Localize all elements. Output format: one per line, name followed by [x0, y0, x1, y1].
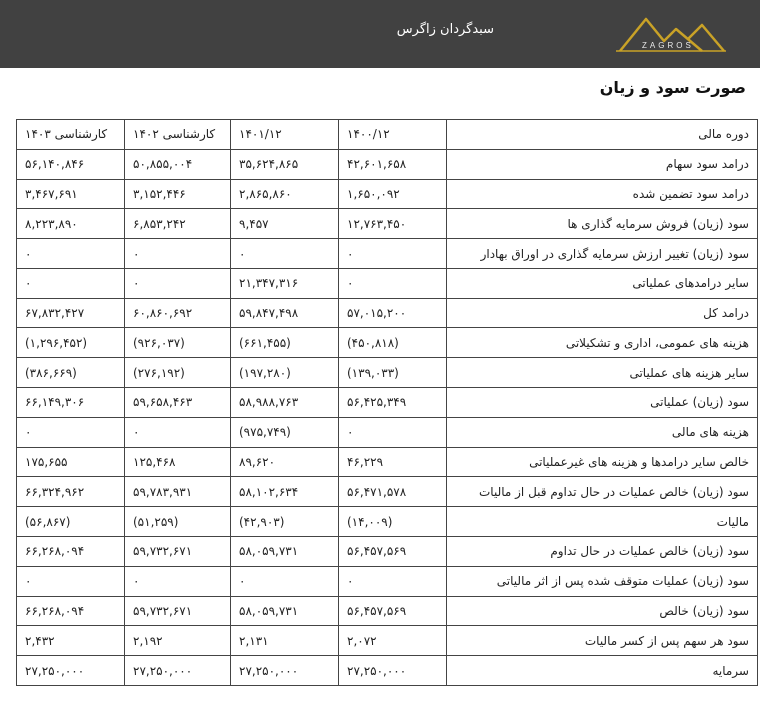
row-value: (۳۸۶,۶۶۹): [17, 358, 125, 388]
row-value: ۰: [125, 566, 231, 596]
row-label: سایر درامدهای عملیاتی: [447, 268, 758, 298]
row-value: (۱۴,۰۰۹): [339, 507, 447, 537]
row-value: ۰: [125, 268, 231, 298]
row-value: ۲,۸۶۵,۸۶۰: [231, 179, 339, 209]
logo-text: ZAGROS: [642, 41, 694, 50]
table-row: [17, 417, 758, 447]
row-value: ۵۰,۸۵۵,۰۰۴: [125, 149, 231, 179]
mountain-logo-icon: [612, 11, 728, 57]
row-value: (۱۳۹,۰۳۳): [339, 358, 447, 388]
site-header: [0, 0, 760, 68]
income-statement-table: [16, 119, 758, 686]
row-value: (۱۹۷,۲۸۰): [231, 358, 339, 388]
row-value: ۵۸,۱۰۲,۶۳۴: [231, 477, 339, 507]
row-value: ۰: [17, 417, 125, 447]
row-value: (۲۷۶,۱۹۲): [125, 358, 231, 388]
row-value: ۱,۶۵۰,۰۹۲: [339, 179, 447, 209]
row-value: ۲,۰۷۲: [339, 626, 447, 656]
row-label: سود (زیان) خالص عملیات در حال تداوم قبل از مالیات: [447, 477, 758, 507]
column-header: کارشناسی ۱۴۰۳: [17, 120, 125, 150]
table-row: [17, 507, 758, 537]
row-value: ۰: [339, 417, 447, 447]
page-title: صورت سود و زیان: [599, 78, 746, 97]
row-value: ۱۲۵,۴۶۸: [125, 447, 231, 477]
zagros-logo[interactable]: [612, 11, 728, 57]
column-header-period: دوره مالی: [447, 120, 758, 150]
row-value: ۵۹,۷۳۲,۶۷۱: [125, 596, 231, 626]
row-value: ۶,۸۵۳,۲۴۲: [125, 209, 231, 239]
row-value: ۲۱,۳۴۷,۳۱۶: [231, 268, 339, 298]
row-value: ۰: [339, 268, 447, 298]
row-label: سود (زیان) خالص عملیات در حال تداوم: [447, 536, 758, 566]
table-row: [17, 656, 758, 686]
row-value: ۲۷,۲۵۰,۰۰۰: [125, 656, 231, 686]
row-value: ۲,۱۹۲: [125, 626, 231, 656]
row-value: ۵۷,۰۱۵,۲۰۰: [339, 298, 447, 328]
table-row: [17, 447, 758, 477]
row-value: ۶۶,۲۶۸,۰۹۴: [17, 596, 125, 626]
column-header: ۱۴۰۰/۱۲: [339, 120, 447, 150]
row-value: ۲۷,۲۵۰,۰۰۰: [17, 656, 125, 686]
row-value: (۴۵۰,۸۱۸): [339, 328, 447, 358]
row-value: ۵۸,۰۵۹,۷۳۱: [231, 596, 339, 626]
row-label: سود (زیان) فروش سرمایه گذاری ها: [447, 209, 758, 239]
row-value: (۵۶,۸۶۷): [17, 507, 125, 537]
table-row: [17, 239, 758, 269]
row-value: ۶۶,۳۲۴,۹۶۲: [17, 477, 125, 507]
row-label: هزینه های مالی: [447, 417, 758, 447]
table-row: [17, 268, 758, 298]
table-row: [17, 388, 758, 418]
table-row: [17, 536, 758, 566]
row-label: سود (زیان) تغییر ارزش سرمایه گذاری در اوراق بهادار: [447, 239, 758, 269]
row-value: ۵۶,۴۵۷,۵۶۹: [339, 596, 447, 626]
row-label: سود (زیان) عملیاتی: [447, 388, 758, 418]
row-value: ۰: [125, 417, 231, 447]
row-value: ۵۸,۹۸۸,۷۶۳: [231, 388, 339, 418]
row-value: ۰: [339, 566, 447, 596]
table-row: [17, 358, 758, 388]
row-value: ۰: [17, 239, 125, 269]
table-row: [17, 566, 758, 596]
row-value: ۲۷,۲۵۰,۰۰۰: [231, 656, 339, 686]
table-row: [17, 328, 758, 358]
row-label: سود (زیان) خالص: [447, 596, 758, 626]
row-value: ۶۰,۸۶۰,۶۹۲: [125, 298, 231, 328]
row-value: ۴۶,۲۲۹: [339, 447, 447, 477]
table-row: [17, 626, 758, 656]
row-label: سرمایه: [447, 656, 758, 686]
row-label: سود هر سهم پس از کسر مالیات: [447, 626, 758, 656]
row-value: ۲۷,۲۵۰,۰۰۰: [339, 656, 447, 686]
row-value: (۱,۲۹۶,۴۵۲): [17, 328, 125, 358]
row-value: ۵۸,۰۵۹,۷۳۱: [231, 536, 339, 566]
row-value: ۵۶,۴۵۷,۵۶۹: [339, 536, 447, 566]
row-value: ۸۹,۶۲۰: [231, 447, 339, 477]
header-title[interactable]: سبدگردان زاگرس: [396, 22, 494, 37]
table-row: [17, 209, 758, 239]
row-value: (۵۱,۲۵۹): [125, 507, 231, 537]
row-label: درامد سود سهام: [447, 149, 758, 179]
row-value: ۰: [125, 239, 231, 269]
row-value: ۲,۱۳۱: [231, 626, 339, 656]
row-label: درامد کل: [447, 298, 758, 328]
row-value: ۶۶,۱۴۹,۳۰۶: [17, 388, 125, 418]
row-value: ۶۷,۸۳۲,۴۲۷: [17, 298, 125, 328]
row-value: ۱۲,۷۶۳,۴۵۰: [339, 209, 447, 239]
row-value: ۰: [17, 566, 125, 596]
row-value: ۵۹,۷۳۲,۶۷۱: [125, 536, 231, 566]
row-label: سایر هزینه های عملیاتی: [447, 358, 758, 388]
row-label: مالیات: [447, 507, 758, 537]
row-value: ۰: [17, 268, 125, 298]
row-value: (۹۷۵,۷۴۹): [231, 417, 339, 447]
row-value: ۰: [339, 239, 447, 269]
row-label: هزینه های عمومی، اداری و تشکیلاتی: [447, 328, 758, 358]
row-label: سود (زیان) عملیات متوقف شده پس از اثر مالیاتی: [447, 566, 758, 596]
row-label: درامد سود تضمین شده: [447, 179, 758, 209]
row-value: ۳,۴۶۷,۶۹۱: [17, 179, 125, 209]
table-row: [17, 596, 758, 626]
row-value: ۵۶,۴۷۱,۵۷۸: [339, 477, 447, 507]
row-value: ۸,۲۲۳,۸۹۰: [17, 209, 125, 239]
row-value: ۲,۴۳۲: [17, 626, 125, 656]
table-header-row: [17, 120, 758, 150]
row-value: ۳۵,۶۲۴,۸۶۵: [231, 149, 339, 179]
row-value: ۶۶,۲۶۸,۰۹۴: [17, 536, 125, 566]
column-header: کارشناسی ۱۴۰۲: [125, 120, 231, 150]
row-value: ۳,۱۵۲,۴۴۶: [125, 179, 231, 209]
row-value: ۱۷۵,۶۵۵: [17, 447, 125, 477]
row-value: (۹۲۶,۰۳۷): [125, 328, 231, 358]
table-row: [17, 477, 758, 507]
row-value: (۶۶۱,۴۵۵): [231, 328, 339, 358]
table-row: [17, 179, 758, 209]
row-value: ۴۲,۶۰۱,۶۵۸: [339, 149, 447, 179]
row-value: ۵۹,۸۴۷,۴۹۸: [231, 298, 339, 328]
row-value: ۰: [231, 566, 339, 596]
row-value: ۵۹,۶۵۸,۴۶۳: [125, 388, 231, 418]
row-value: (۴۲,۹۰۳): [231, 507, 339, 537]
row-value: ۰: [231, 239, 339, 269]
row-label: خالص سایر درامدها و هزینه های غیرعملیاتی: [447, 447, 758, 477]
row-value: ۹,۴۵۷: [231, 209, 339, 239]
row-value: ۵۹,۷۸۳,۹۳۱: [125, 477, 231, 507]
row-value: ۵۶,۱۴۰,۸۴۶: [17, 149, 125, 179]
column-header: ۱۴۰۱/۱۲: [231, 120, 339, 150]
row-value: ۵۶,۴۲۵,۳۴۹: [339, 388, 447, 418]
table-row: [17, 298, 758, 328]
table-row: [17, 149, 758, 179]
